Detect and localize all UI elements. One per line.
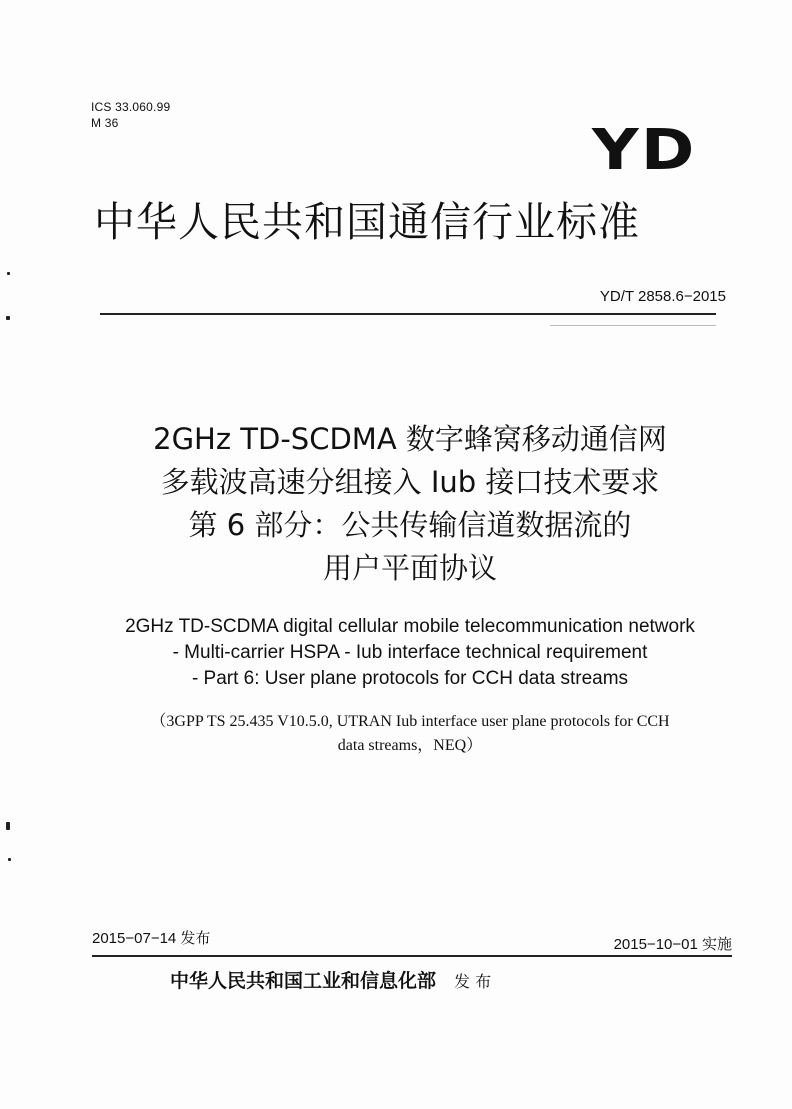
footer-divider [92, 955, 732, 957]
implementation-date: 2015−10−01 实施 [613, 936, 732, 953]
scan-speck [8, 858, 11, 861]
english-title-line: - Part 6: User plane protocols for CCH data streams [191, 668, 629, 689]
ics-code: ICS 33.060.99 [91, 100, 171, 114]
reference-line: （3GPP TS 25.435 V10.5.0, UTRAN Iub interface user plane protocols for CCH [150, 713, 670, 730]
chinese-title [80, 418, 740, 590]
scan-speck [6, 316, 10, 320]
reference-line: data streams，NEQ） [337, 737, 483, 754]
header-divider-thin [550, 325, 716, 326]
publisher-suffix: 发 布 [454, 972, 492, 991]
scan-speck [6, 822, 10, 830]
chinese-title-line: 多载波高速分组接入 Iub 接口技术要求 [160, 465, 660, 499]
ccs-code: M 36 [91, 116, 119, 130]
standard-number: YD/T 2858.6−2015 [599, 288, 726, 305]
reference-note [70, 710, 750, 758]
publisher [170, 968, 650, 995]
scan-speck [7, 272, 10, 275]
english-title [80, 614, 740, 692]
standard-category-title: 中华人民共和国通信行业标准 [94, 198, 640, 246]
chinese-title-line: 第 6 部分：公共传输信道数据流的 [188, 508, 632, 542]
header-divider [100, 313, 716, 315]
english-title-line: 2GHz TD-SCDMA digital cellular mobile telecommunication network [125, 616, 695, 637]
issue-date: 2015−07−14 发布 [92, 930, 211, 947]
yd-logo: YD [592, 118, 697, 183]
english-title-line: - Multi-carrier HSPA - Iub interface technical requirement [172, 642, 648, 663]
chinese-title-line: 2GHz TD-SCDMA 数字蜂窝移动通信网 [153, 422, 667, 456]
chinese-title-line: 用户平面协议 [322, 551, 497, 585]
classification-codes [91, 99, 170, 131]
publisher-name: 中华人民共和国工业和信息化部 [170, 970, 437, 992]
